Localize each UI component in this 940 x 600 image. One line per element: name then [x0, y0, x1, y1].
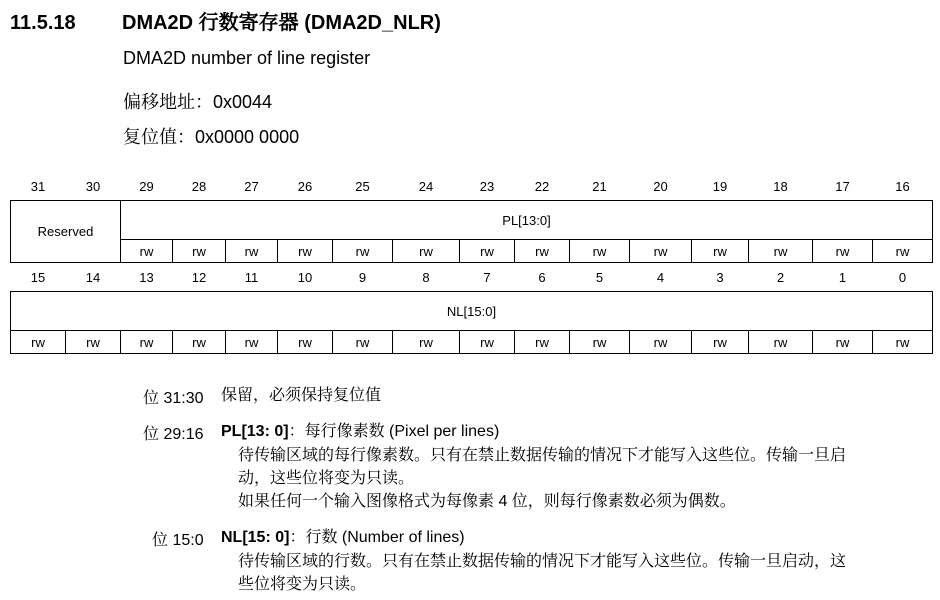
register-table-upper — [10, 172, 933, 263]
offset-address — [123, 88, 272, 114]
bit-number: 27 — [244, 178, 259, 194]
bit-number: 1 — [838, 269, 847, 285]
nl-description-line2: 些位将变为只读。 — [238, 576, 367, 593]
bit-number: 24 — [418, 178, 434, 194]
bit-number: 11 — [244, 269, 259, 285]
bit-number: 7 — [483, 269, 491, 285]
access-cell: rw — [278, 331, 333, 354]
offset-value: 0x0044 — [213, 92, 273, 112]
bit-number: 20 — [653, 178, 668, 194]
access-cell: rw — [515, 240, 570, 263]
bit-number-row-lower — [11, 263, 933, 292]
bit-number: 3 — [716, 269, 724, 285]
bit-number: 0 — [898, 269, 907, 285]
access-cell: rw — [630, 331, 692, 354]
bit-number: 28 — [191, 178, 207, 194]
access-cell: rw — [226, 331, 278, 354]
bit-number: 31 — [30, 178, 46, 194]
bit-number: 10 — [297, 269, 313, 285]
register-table-lower — [10, 263, 933, 354]
access-row-upper — [11, 240, 933, 263]
bit-number: 15 — [30, 269, 46, 285]
nl-description-line1: 待传输区域的行数。只有在禁止数据传输的情况下才能写入这些位。传输一旦启动，这 — [238, 553, 847, 570]
field-row-upper — [11, 201, 933, 240]
register-subtitle: DMA2D number of line register — [123, 48, 371, 68]
access-cell: rw — [173, 240, 226, 263]
nl-field: NL[15:0] — [11, 292, 933, 331]
reserved-description: 保留，必须保持复位值 — [221, 387, 382, 404]
bit-number: 13 — [139, 269, 154, 285]
access-cell: rw — [333, 331, 393, 354]
offset-label: 偏移地址： — [123, 92, 213, 112]
access-row-lower — [11, 331, 933, 354]
bit-number: 5 — [595, 269, 604, 285]
access-cell: rw — [570, 331, 630, 354]
access-cell: rw — [460, 240, 515, 263]
pl-description-line2: 动，这些位将变为只读。 — [238, 470, 415, 487]
bit-number: 21 — [592, 178, 607, 194]
access-cell: rw — [121, 240, 173, 263]
access-cell: rw — [278, 240, 333, 263]
bit-number: 9 — [358, 269, 367, 285]
bit-number-row-upper — [11, 172, 933, 201]
access-cell: rw — [333, 240, 393, 263]
access-cell: rw — [813, 331, 873, 354]
bit-number: 17 — [835, 178, 850, 194]
section-title: DMA2D 行数寄存器 (DMA2D_NLR) — [122, 12, 441, 34]
access-cell: rw — [226, 240, 278, 263]
bit-number: 26 — [297, 178, 313, 194]
nl-field-name: NL[15: 0] — [221, 529, 290, 546]
pl-field: PL[13:0] — [121, 201, 933, 240]
pl-description-line1: 待传输区域的每行像素数。只有在禁止数据传输的情况下才能写入这些位。传输一旦启 — [238, 447, 847, 464]
bit-number: 19 — [712, 178, 728, 194]
nl-bits-label: 位 15:0 — [152, 532, 204, 549]
access-cell: rw — [873, 331, 933, 354]
bit-number: 4 — [656, 269, 665, 285]
bit-number: 22 — [534, 178, 550, 194]
pl-description-title — [221, 420, 499, 443]
access-cell: rw — [813, 240, 873, 263]
pl-bits-label: 位 29:16 — [143, 426, 204, 443]
access-cell: rw — [173, 331, 226, 354]
bit-number: 6 — [538, 269, 546, 285]
bit-number: 18 — [773, 178, 788, 194]
field-row-lower — [11, 292, 933, 331]
access-cell: rw — [11, 331, 66, 354]
nl-field-title: ：行数 (Number of lines) — [289, 529, 465, 546]
access-cell: rw — [749, 331, 813, 354]
bit-number: 14 — [85, 269, 101, 285]
nl-description-title — [221, 526, 465, 549]
pl-field-title: ：每行像素数 (Pixel per lines) — [288, 423, 500, 440]
reserved-bits-label: 位 31:30 — [143, 390, 204, 407]
section-heading — [10, 6, 441, 35]
bit-number: 29 — [139, 178, 154, 194]
section-number: 11.5.18 — [10, 12, 76, 34]
access-cell: rw — [692, 240, 749, 263]
access-cell: rw — [393, 331, 460, 354]
access-cell: rw — [460, 331, 515, 354]
bit-number: 2 — [776, 269, 785, 285]
reserved-field: Reserved — [11, 201, 121, 263]
reset-value: 0x0000 0000 — [195, 127, 300, 147]
pl-description-line3: 如果任何一个输入图像格式为每像素 4 位，则每行像素数必须为偶数。 — [238, 493, 736, 510]
access-cell: rw — [393, 240, 460, 263]
reset-value-line — [123, 123, 299, 149]
access-cell: rw — [630, 240, 692, 263]
access-cell: rw — [66, 331, 121, 354]
access-cell: rw — [121, 331, 173, 354]
bit-number: 30 — [85, 178, 101, 194]
access-cell: rw — [749, 240, 813, 263]
pl-field-name: PL[13: 0] — [221, 423, 289, 440]
access-cell: rw — [515, 331, 570, 354]
bit-number: 8 — [422, 269, 430, 285]
bit-number: 23 — [479, 178, 495, 194]
access-cell: rw — [692, 331, 749, 354]
bit-number: 16 — [895, 178, 910, 194]
bit-number: 25 — [355, 178, 370, 194]
access-cell: rw — [570, 240, 630, 263]
reset-label: 复位值： — [123, 127, 195, 147]
access-cell: rw — [873, 240, 933, 263]
bit-number: 12 — [191, 269, 207, 285]
